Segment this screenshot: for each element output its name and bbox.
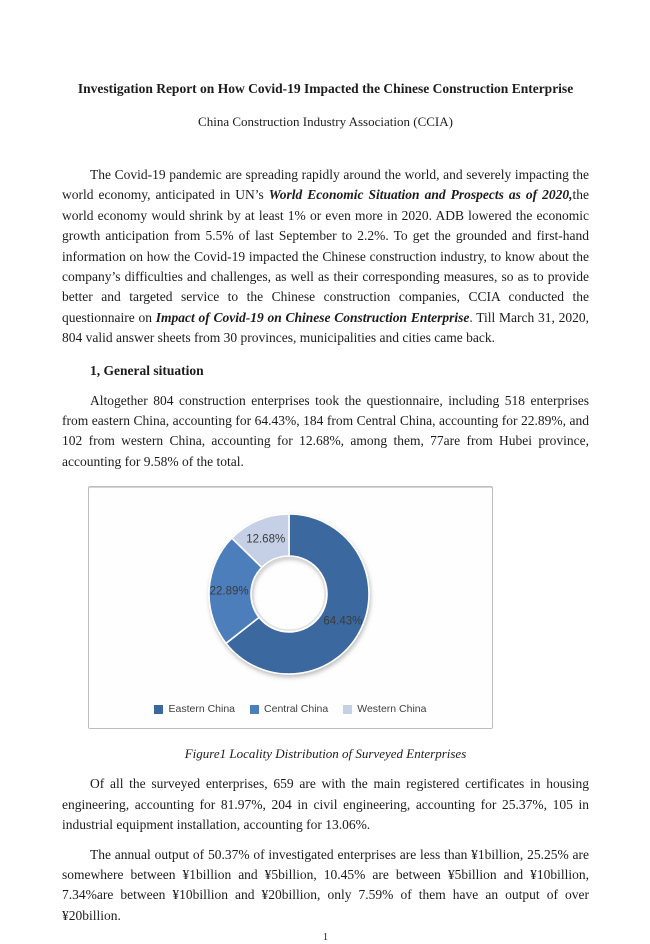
page-number: 1 [322,932,329,944]
figure1-caption: Figure1 Locality Distribution of Surveyed Enterprises [184,746,467,762]
paragraph-annual-output: The annual output of 50.37% of investigated enterprises are less than ¥1billion, 25.25% are somewhere between ¥1billion and ¥5billion, 10.45% are between ¥5billion and ¥10billion, 7.34%are between ¥10billion and ¥20billion, only 7.59% of them have an output of over ¥20billion. [62,846,589,923]
legend-swatch-icon [343,705,352,714]
legend-item-central-china [250,703,328,715]
legend-item-western-china [343,703,426,715]
donut-data-label: 64.43% [323,615,363,628]
donut-data-label: 12.68% [246,533,286,546]
legend-swatch-icon [154,705,163,714]
donut-hole-shadow [253,558,325,630]
text-segment: The Covid-19 pandemic are spreading rapidly around the world, and severely impacting the world economy, anticipated in UN’s [62,167,589,203]
text-segment: World Economic Situation and Prospects as of 2020, [268,187,573,203]
section-heading-general-situation: 1, General situation [90,362,204,378]
legend-label: Eastern China [168,703,236,716]
text-segment: the world economy would shrink by at least 1% or even more in 2020. ADB lowered the economic growth anticipation from 5.5% of last September to 2.2%. To get the grounded and first-hand information on how the Covid-19 impacted the Chinese construction industry, to know about the company’s difficulties and challenges, as well as their corresponding measures, so as to provide better and targeted service to the Chinese construction companies, CCIA conducted the questionnaire on [62,187,590,325]
paragraph-locality: Altogether 804 construction enterprises took the questionnaire, including 518 enterprises from eastern China, accounting for 64.43%, 184 from Central China, accounting for 22.89%, and 102 from western China, accounting for 12.68%, among them, 77are from Hubei province, accounting for 9.58% of the total. [62,392,589,469]
paragraph-certificates: Of all the surveyed enterprises, 659 are with the main registered certificates in housing engineering, accounting for 81.97%, 204 in civil engineering, accounting for 25.37%, 105 in industrial equipment installation, accounting for 13.06%. [62,776,589,833]
donut-data-label: 22.89% [209,585,249,598]
report-title: Investigation Report on How Covid-19 Impacted the Chinese Construction Enterprise [77,81,574,96]
locality-donut-chart [89,487,492,728]
text-segment: . Till March 31, 2020, 804 valid answer sheets from 30 provinces, municipalities and cities came back. [62,309,590,346]
legend-swatch-icon [250,705,259,714]
chart-legend [89,703,492,715]
text-segment: Impact of Covid-19 on Chinese Construction Enterprise [155,309,470,325]
figure1-chart-frame [88,486,493,729]
legend-label: Western China [357,703,427,716]
paragraph-intro [62,165,589,349]
legend-item-eastern-china [154,703,235,715]
report-subtitle: China Construction Industry Association (CCIA) [198,114,453,129]
legend-label: Central China [264,703,329,716]
